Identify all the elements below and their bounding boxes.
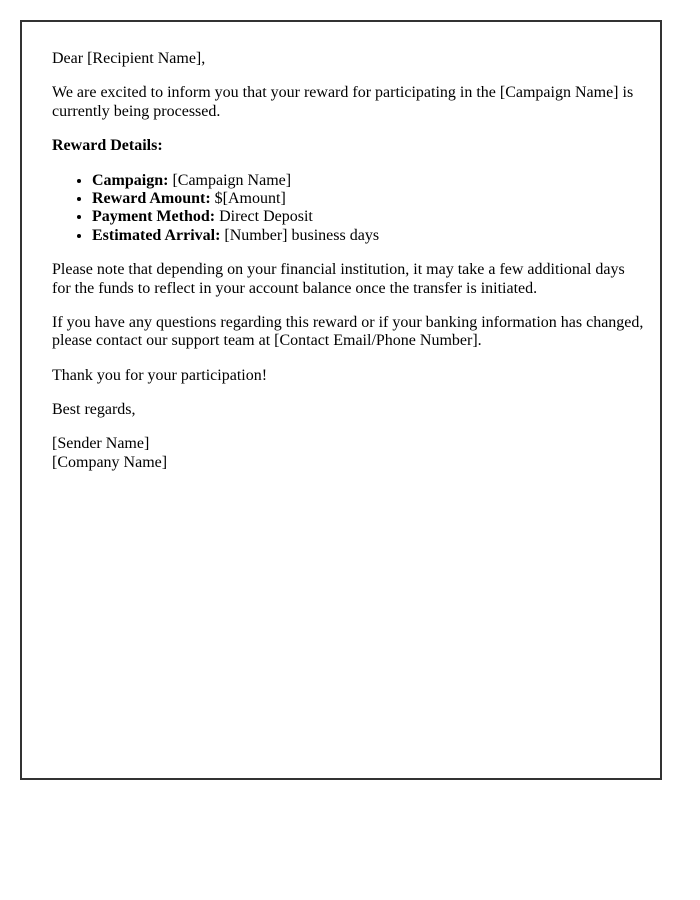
thanks-paragraph: Thank you for your participation! [52,366,268,384]
detail-label: Estimated Arrival: [92,226,221,244]
details-heading [52,137,644,155]
list-item-campaign [92,172,644,190]
signature-block [52,435,644,472]
detail-value: [Campaign Name] [172,171,292,189]
detail-value: [Number] business days [224,226,380,244]
salutation: Dear [Recipient Name], [52,50,206,67]
details-heading-text: Reward Details: [52,137,163,155]
detail-label: Reward Amount: [92,189,211,207]
details-list [52,172,644,246]
detail-label: Payment Method: [92,208,216,226]
note-paragraph: Please note that depending on your financial institution, it may take a few additional days for the funds to reflect in your account balance once the transfer is initiated. [52,261,625,297]
company-name: [Company Name] [52,453,168,471]
list-item-estimated-arrival [92,227,644,245]
intro-paragraph: We are excited to inform you that your reward for participating in the [Campaign Name] is currently being processed. [52,84,634,120]
sender-name: [Sender Name] [52,435,150,453]
list-item-payment-method [92,208,644,226]
list-item-reward-amount [92,190,644,208]
detail-value: $[Amount] [214,189,286,207]
closing-paragraph: Best regards, [52,401,136,419]
detail-value: Direct Deposit [219,208,313,226]
detail-label: Campaign: [92,171,169,189]
letter-container [20,20,662,780]
support-paragraph: If you have any questions regarding this reward or if your banking information has changed, please contact our support team at [Contact Email/Phone Number]. [52,313,644,350]
